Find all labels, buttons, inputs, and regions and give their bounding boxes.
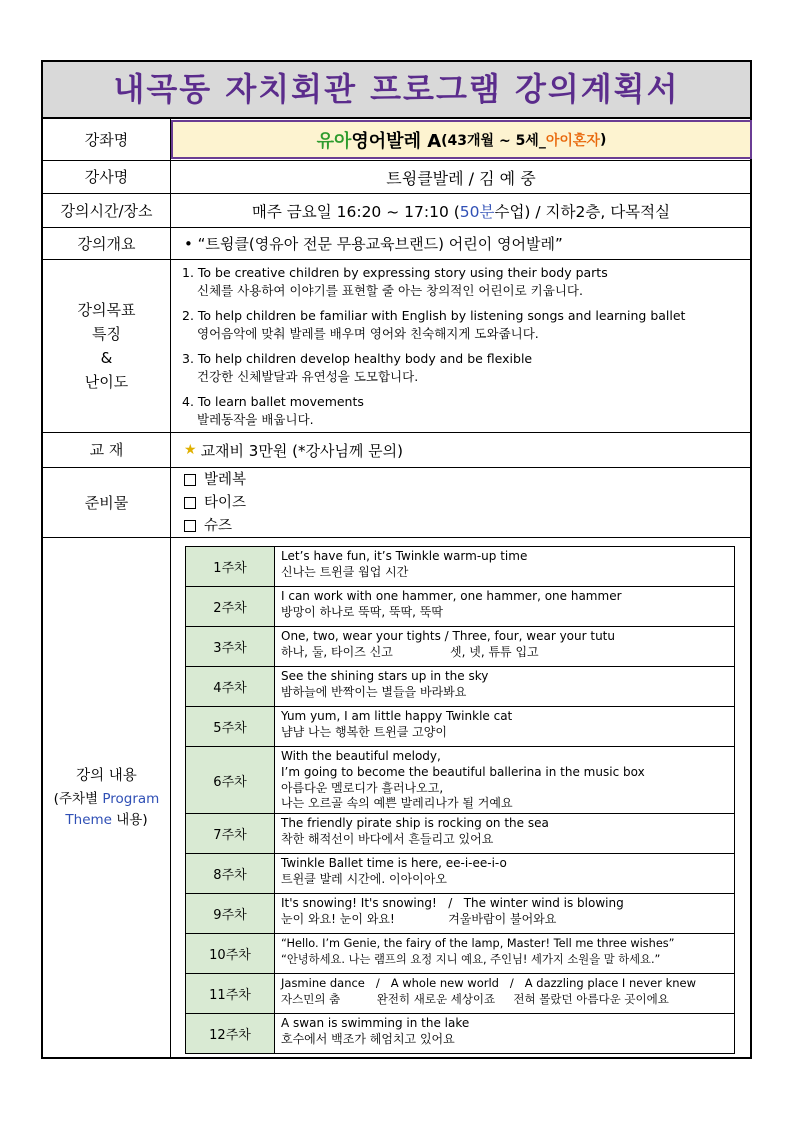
- instructor-row: [43, 161, 750, 194]
- preparation-item: 타이즈: [184, 492, 750, 515]
- table-row: [186, 627, 735, 667]
- goal-item: [182, 264, 685, 299]
- course-detail-part2: 아이혼자: [545, 132, 600, 149]
- table-row: [186, 547, 735, 587]
- goals-label-line: 강의목표: [77, 301, 136, 319]
- goal-korean: 발레동작을 배웁니다.: [197, 411, 314, 427]
- checkbox-icon: [184, 520, 196, 532]
- content-label: 강의 내용 (주차별 Program Theme 내용): [43, 538, 171, 1059]
- table-row: [186, 934, 735, 974]
- goal-english: 1. To be creative children by expressing story using their body parts: [182, 265, 608, 280]
- week-content: Yum yum, I am little happy Twinkle cat 냠냠 나는 행복한 트윈클 고양이: [275, 707, 735, 747]
- table-row: [186, 854, 735, 894]
- week-content: I can work with one hammer, one hammer, one hammer 방망이 하나로 뚝딱, 뚝딱, 뚝딱: [275, 587, 735, 627]
- course-detail-part1: (43개월 ~ 5세_: [441, 132, 546, 149]
- week-label: 3주차: [186, 627, 275, 667]
- table-row: [186, 747, 735, 814]
- weekly-program-table: [185, 546, 735, 1054]
- goals-label-line: 난이도: [84, 373, 129, 391]
- week-content: The friendly pirate ship is rocking on the sea 착한 해적선이 바다에서 흔들리고 있어요: [275, 814, 735, 854]
- goals-list: [182, 264, 685, 436]
- table-row: [186, 974, 735, 1014]
- textbook-value: [172, 433, 750, 467]
- table-row: [186, 1014, 735, 1054]
- textbook-row: [43, 433, 750, 468]
- course-name-part1: 유아: [316, 130, 352, 152]
- goal-korean: 건강한 신체발달과 유연성을 도모합니다.: [197, 368, 419, 384]
- overview-value: • “트윙클(영유아 전문 무용교육브랜드) 어린이 영어발레”: [184, 235, 563, 253]
- week-content: With the beautiful melody, I’m going to become the beautiful ballerina in the music box 아름다운 멜로디가 흘러나오고, 나는 오르골 속의 예쁜 발레리나가 될 거예요: [275, 747, 735, 814]
- preparation-item: 슈즈: [184, 515, 750, 538]
- week-label: 4주차: [186, 667, 275, 707]
- course-name-part2: 영어발레 A: [351, 130, 442, 152]
- week-content: Twinkle Ballet time is here, ee-i-ee-i-o 트윈클 발레 시간에. 이아이아오: [275, 854, 735, 894]
- checkbox-icon: [184, 497, 196, 509]
- content-row: [43, 538, 750, 1059]
- table-row: [186, 587, 735, 627]
- goal-item: [182, 307, 685, 342]
- goal-item: [182, 393, 685, 428]
- week-content: It's snowing! It's snowing! / The winter wind is blowing 눈이 와요! 눈이 와요! 겨울바람이 불어와요: [275, 894, 735, 934]
- goal-english: 2. To help children be familiar with English by listening songs and learning ballet: [182, 308, 686, 323]
- schedule-label: 강의시간/장소: [43, 194, 171, 227]
- course-detail-part3: ): [599, 131, 607, 148]
- goal-english: 4. To learn ballet movements: [182, 394, 364, 409]
- checkbox-icon: [184, 474, 196, 486]
- preparation-label: 준비물: [43, 468, 171, 537]
- instructor-label: 강사명: [43, 161, 171, 193]
- goal-korean: 신체를 사용하여 이야기를 표현할 줄 아는 창의적인 어린이로 키웁니다.: [197, 282, 583, 298]
- schedule-part1: 매주 금요일 16:20 ~ 17:10 (: [251, 202, 460, 221]
- goals-label-line: 특징: [92, 325, 121, 343]
- document-title: 내곡동 자치회관 프로그램 강의계획서: [43, 62, 750, 119]
- schedule-value: [172, 194, 750, 227]
- week-label: 9주차: [186, 894, 275, 934]
- week-label: 12주차: [186, 1014, 275, 1054]
- week-label: 7주차: [186, 814, 275, 854]
- goal-korean: 영어음악에 맞춰 발레를 배우며 영어와 친숙해지게 도와줍니다.: [197, 325, 539, 341]
- week-label: 11주차: [186, 974, 275, 1014]
- week-label: 1주차: [186, 547, 275, 587]
- preparation-row: [43, 468, 750, 538]
- week-content: Jasmine dance / A whole new world / A dazzling place I never knew 자스민의 춤 완전히 새로운 세상이죠 전혀 몰랐던 아름다운 곳이에요: [275, 974, 735, 1014]
- goals-label-line: &: [100, 349, 113, 367]
- course-label: 강좌명: [43, 119, 171, 160]
- table-row: [186, 667, 735, 707]
- instructor-value: 트윙클발레 / 김 예 중: [386, 168, 536, 188]
- week-label: 6주차: [186, 747, 275, 814]
- textbook-text: 교재비 3만원 (*강사님께 문의): [200, 441, 404, 460]
- week-label: 10주차: [186, 934, 275, 974]
- schedule-row: [43, 194, 750, 228]
- content-label-line: 강의 내용: [76, 768, 137, 785]
- course-name-box: [171, 120, 752, 159]
- preparation-list: [172, 468, 750, 537]
- week-content: A swan is swimming in the lake 호수에서 백조가 헤엄치고 있어요: [275, 1014, 735, 1054]
- week-label: 8주차: [186, 854, 275, 894]
- star-icon: ★: [184, 442, 197, 458]
- week-content: “Hello. I’m Genie, the fairy of the lamp, Master! Tell me three wishes” “안녕하세요. 나는 램프의 요정 지니 예요, 주인님! 세가지 소원을 말 하세요.”: [275, 934, 735, 974]
- week-content: Let’s have fun, it’s Twinkle warm-up time 신나는 트윈클 웜업 시간: [275, 547, 735, 587]
- table-row: [186, 707, 735, 747]
- goal-english: 3. To help children develop healthy body and be flexible: [182, 351, 533, 366]
- overview-row: [43, 228, 750, 260]
- schedule-duration: 50분: [459, 202, 495, 221]
- goals-label: [43, 260, 171, 432]
- overview-label: 강의개요: [43, 228, 171, 259]
- textbook-label: 교 재: [43, 433, 171, 467]
- schedule-part3: 수업) / 지하2층, 다목적실: [494, 202, 671, 221]
- lecture-plan-document: [41, 60, 752, 1059]
- week-label: 2주차: [186, 587, 275, 627]
- goal-item: [182, 350, 685, 385]
- table-row: [186, 894, 735, 934]
- preparation-item: 발레복: [184, 469, 750, 492]
- week-content: See the shining stars up in the sky 밤하늘에 반짝이는 별들을 바라봐요: [275, 667, 735, 707]
- goals-row: [43, 260, 750, 433]
- course-row: [43, 119, 750, 161]
- table-row: [186, 814, 735, 854]
- week-label: 5주차: [186, 707, 275, 747]
- week-content: One, two, wear your tights / Three, four, wear your tutu 하나, 둘, 타이즈 신고 셋, 넷, 튜튜 입고: [275, 627, 735, 667]
